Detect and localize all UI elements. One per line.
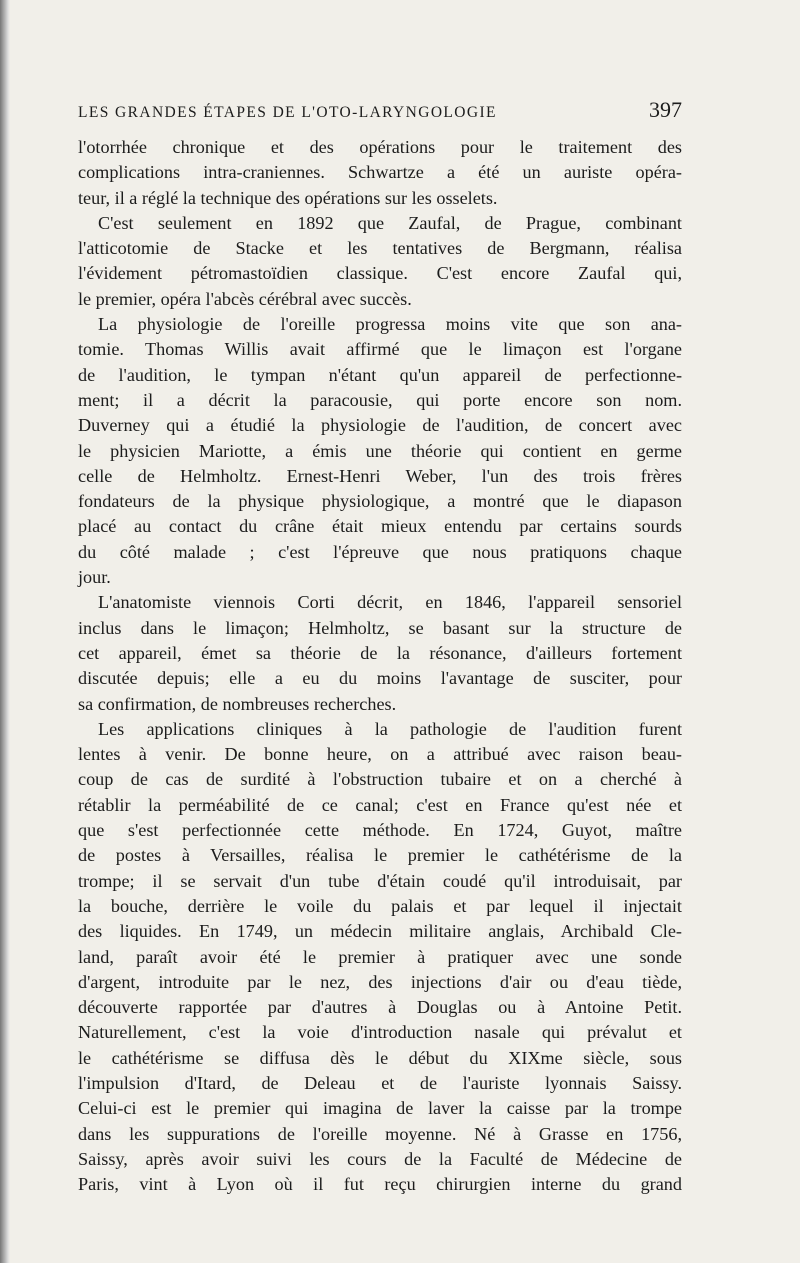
- text-line: trompe; il se servait d'un tube d'étain coudé qu'il introduisait, par: [78, 870, 682, 891]
- page-number: 397: [649, 97, 682, 122]
- text-line: Saissy, après avoir suivi les cours de la Faculté de Médecine de: [78, 1148, 682, 1169]
- page-edge-shadow: [0, 0, 10, 1263]
- text-line: de l'audition, le tympan n'étant qu'un appareil de perfectionne-: [78, 364, 682, 385]
- text-line: l'atticotomie de Stacke et les tentatives de Bergmann, réalisa: [78, 238, 682, 259]
- text-line: lentes à venir. De bonne heure, on a attribué avec raison beau-: [78, 744, 682, 765]
- text-line: coup de cas de surdité à l'obstruction tubaire et on a cherché à: [78, 769, 682, 790]
- body-text: [78, 135, 682, 1197]
- text-line: découverte rapportée par d'autres à Douglas ou à Antoine Petit.: [78, 997, 682, 1018]
- text-line: La physiologie de l'oreille progressa moins vite que son ana-: [98, 314, 682, 335]
- text-line: la bouche, derrière le voile du palais et par lequel il injectait: [78, 895, 682, 916]
- text-line: L'anatomiste viennois Corti décrit, en 1846, l'appareil sensoriel: [98, 592, 682, 613]
- text-line: Les applications cliniques à la pathologie de l'audition furent: [98, 718, 682, 739]
- text-line: complications intra-craniennes. Schwartze a été un auriste opéra-: [78, 162, 682, 183]
- text-line: de postes à Versailles, réalisa le premier le cathétérisme de la: [78, 845, 682, 866]
- text-line: le physicien Mariotte, a émis une théorie qui contient en germe: [78, 440, 682, 461]
- text-line: discutée depuis; elle a eu du moins l'avantage de susciter, pour: [78, 668, 682, 689]
- text-line: le premier, opéra l'abcès cérébral avec succès.: [78, 288, 412, 309]
- text-line: Paris, vint à Lyon où il fut reçu chirurgien interne du grand: [78, 1174, 682, 1195]
- text-line: Duverney qui a étudié la physiologie de l'audition, de concert avec: [78, 415, 682, 436]
- text-line: des liquides. En 1749, un médecin militaire anglais, Archibald Cle-: [78, 921, 682, 942]
- text-line: rétablir la perméabilité de ce canal; c'est en France qu'est née et: [78, 794, 682, 815]
- text-line: l'évidement pétromastoïdien classique. C'est encore Zaufal qui,: [78, 263, 682, 284]
- text-line: du côté malade ; c'est l'épreuve que nous pratiquons chaque: [78, 541, 682, 562]
- text-line: teur, il a réglé la technique des opérations sur les osselets.: [78, 187, 498, 208]
- page-header: [78, 97, 682, 127]
- text-line: jour.: [78, 567, 111, 588]
- text-line: ment; il a décrit la paracousie, qui porte encore son nom.: [78, 389, 682, 410]
- text-line: que s'est perfectionnée cette méthode. En 1724, Guyot, maître: [78, 820, 682, 841]
- text-line: fondateurs de la physique physiologique, a montré que le diapason: [78, 491, 682, 512]
- text-line: l'otorrhée chronique et des opérations pour le traitement des: [78, 137, 682, 157]
- text-line: land, paraît avoir été le premier à pratiquer avec une sonde: [78, 946, 682, 967]
- text-line: placé au contact du crâne était mieux entendu par certains sourds: [78, 516, 682, 537]
- text-line: Celui-ci est le premier qui imagina de laver la caisse par la trompe: [78, 1098, 682, 1119]
- text-line: l'impulsion d'Itard, de Deleau et de l'auriste lyonnais Saissy.: [78, 1072, 682, 1093]
- text-line: C'est seulement en 1892 que Zaufal, de Prague, combinant: [98, 212, 682, 233]
- text-line: inclus dans le limaçon; Helmholtz, se basant sur la structure de: [78, 617, 682, 638]
- text-line: sa confirmation, de nombreuses recherches.: [78, 693, 397, 714]
- text-line: dans les suppurations de l'oreille moyenne. Né à Grasse en 1756,: [78, 1123, 682, 1144]
- text-line: cet appareil, émet sa théorie de la résonance, d'ailleurs fortement: [78, 642, 682, 663]
- text-line: celle de Helmholtz. Ernest-Henri Weber, l'un des trois frères: [78, 465, 682, 486]
- text-line: le cathétérisme se diffusa dès le début du XIXme siècle, sous: [78, 1047, 682, 1068]
- text-line: Naturellement, c'est la voie d'introduction nasale qui prévalut et: [78, 1022, 682, 1043]
- text-line: tomie. Thomas Willis avait affirmé que le limaçon est l'organe: [78, 339, 682, 360]
- text-line: d'argent, introduite par le nez, des injections d'air ou d'eau tiède,: [78, 971, 682, 992]
- running-title: LES GRANDES ÉTAPES DE L'OTO-LARYNGOLOGIE: [78, 104, 497, 121]
